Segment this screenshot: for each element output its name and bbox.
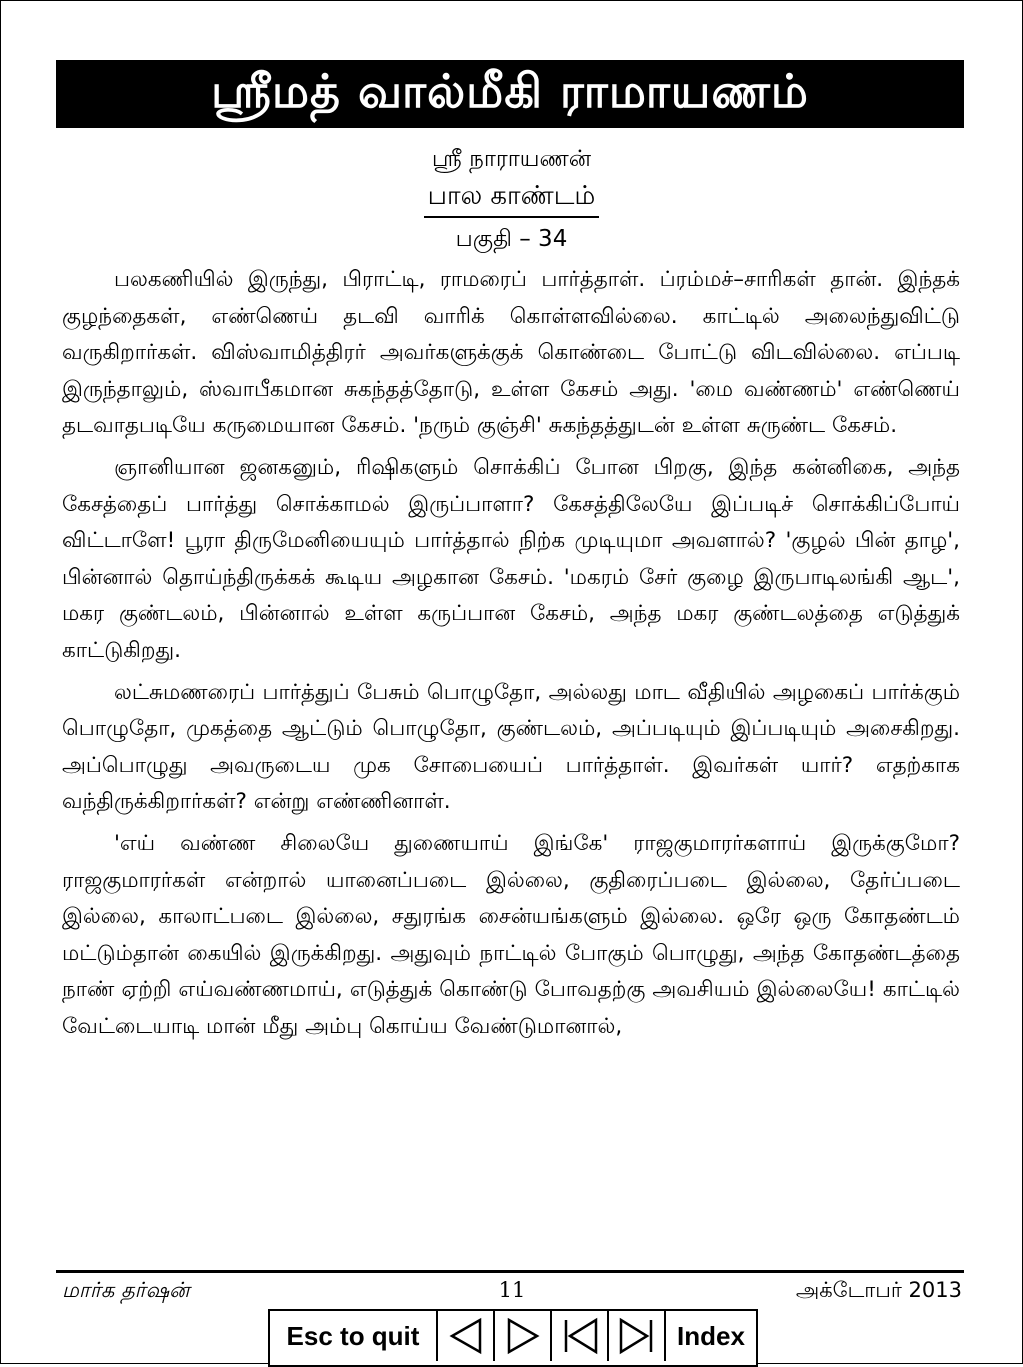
last-page-button[interactable] [609,1311,666,1361]
first-page-icon [560,1316,600,1356]
paragraph: லட்சுமணரைப் பார்த்துப் பேசும் பொழுதோ, அல்லது மாட வீதியில் அழகைப் பார்க்கும் பொழுதோ, முகத்தை ஆட்டும் பொழுதோ, குண்டலம், அப்படியும் இப்படியும் அசைகிறது. அப்பொழுது அவருடைய முக சோபையைப் பார்த்தாள். இவர்கள் யார்? எதற்காக வந்திருக்கிறார்கள்? என்று எண்ணினாள். [62,679,960,815]
page-title [56,60,964,128]
article-part: பகுதி – 34 [455,226,568,252]
next-page-icon [503,1316,543,1356]
footer-divider [56,1270,964,1273]
issue-date: அக்டோபர் 2013 [795,1278,962,1302]
magazine-name: மார்க தர்ஷன் [62,1278,190,1302]
paragraph: 'எய் வண்ண சிலையே துணையாய் இங்கே' ராஜகுமாரர்களாய் இருக்குமோ? ராஜகுமாரர்கள் என்றால் யானைப்படை இல்லை, குதிரைப்படை இல்லை, தேர்ப்படை இல்லை, காலாட்படை இல்லை, சதுரங்க சைன்யங்களும் இல்லை. ஒரே ஒரு கோதண்டம் மட்டும்தான் கையில் இருக்கிறது. அதுவும் நாட்டில் போகும் பொழுது, அந்த கோதண்டத்தை நாண் ஏற்றி எய்வண்ணமாய், எடுத்துக் கொண்டு போவதற்கு அவசியம் இல்லையே! காட்டில் வேட்டையாடி மான் மீது அம்பு கொய்ய வேண்டுமானால், [62,830,960,1039]
paragraph: பலகணியில் இருந்து, பிராட்டி, ராமரைப் பார்த்தாள். ப்ரம்மச்–சாரிகள் தான். இந்தக் குழந்தைகள், எண்ணெய் தடவி வாரிக் கொள்ளவில்லை. காட்டில் அலைந்துவிட்டு வருகிறார்கள். விஸ்வாமித்திரர் அவர்களுக்குக் கொண்டை போட்டு விடவில்லை. எப்படி இருந்தாலும், ஸ்வாபீகமான சுகந்தத்தோடு, உள்ள கேசம் அது. 'மை வண்ணம்' எண்ணெய் தடவாதபடியே கருமையான கேசம். 'நரும் குஞ்சி' சுகந்தத்துடன் உள்ள சுருண்ட கேசம். [62,267,960,439]
esc-to-quit-label: Esc to quit [286,1320,420,1351]
paragraph: ஞானியான ஜனகனும், ரிஷிகளும் சொக்கிப் போன பிறகு, இந்த கன்னிகை, அந்த கேசத்தைப் பார்த்து சொக்காமல் இருப்பாளா? கேசத்திலேயே இப்படிச் சொக்கிப்போய் விட்டாளே! பூரா திருமேனியையும் பார்த்தால் நிற்க முடியுமா அவளால்? 'குழல் பின் தாழ', பின்னால் தொய்ந்திருக்கக் கூடிய அழகான கேசம். 'மகரம் சேர் குழை இருபாடிலங்கி ஆட', மகர குண்டலம், பின்னால் உள்ள கருப்பான கேசம், அந்த மகர குண்டலத்தை எடுத்துக் காட்டுகிறது. [62,454,960,663]
index-button[interactable] [666,1311,756,1361]
index-label: Index [677,1320,745,1351]
prev-page-button[interactable] [438,1311,495,1361]
navigation-bar [268,1309,758,1367]
article-author: ஸ்ரீ நாராயணன் [431,146,592,172]
page-number: 11 [498,1278,526,1302]
page-title-text: ஸ்ரீமத் வால்மீகி ராமாயணம் [211,63,809,118]
first-page-button[interactable] [552,1311,609,1361]
article-section-text: பால காண்டம் [424,181,600,218]
prev-page-icon [446,1316,486,1356]
article-body [62,262,960,1050]
esc-to-quit-button[interactable] [270,1311,438,1361]
last-page-icon [617,1316,657,1356]
next-page-button[interactable] [495,1311,552,1361]
article-section [0,181,1023,218]
page-footer [62,1278,962,1308]
